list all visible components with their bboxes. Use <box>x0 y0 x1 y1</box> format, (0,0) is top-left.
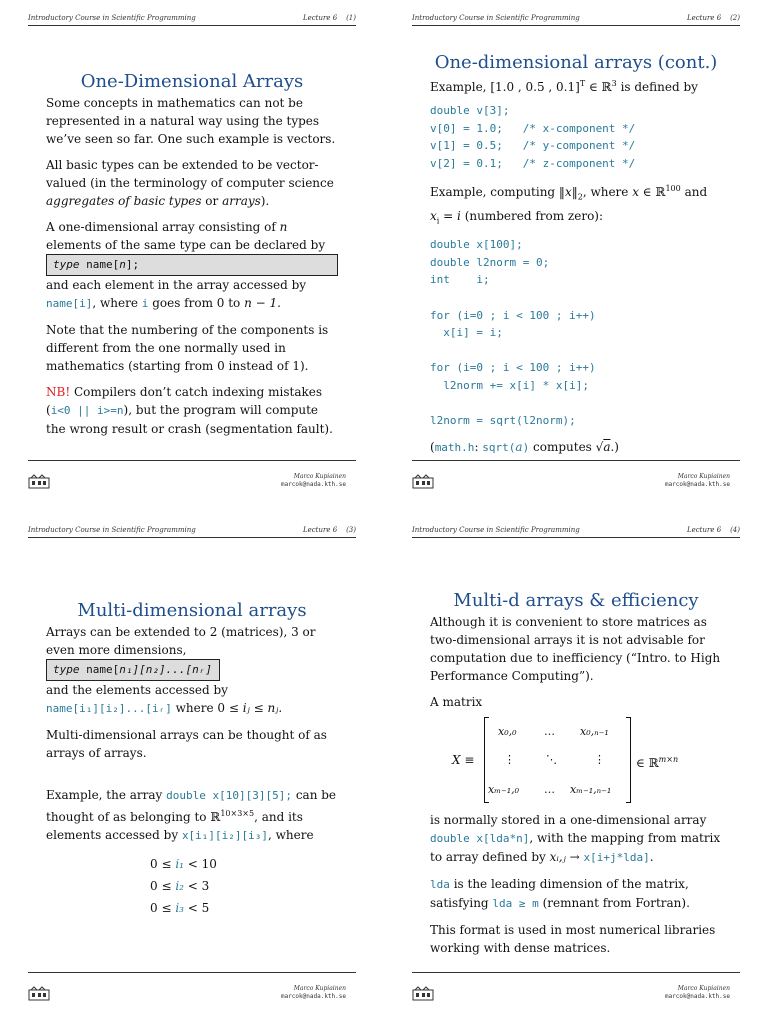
slide-2 <box>384 0 768 512</box>
slide-body <box>46 623 338 919</box>
code-block-l2norm: double x[100]; double l2norm = 0; int i; for (i=0 ; i < 100 ; i++) x[i] = i; for (i=0 ; i < 100 ; i++) l2norm += x[i] * x[i]; l2norm = sqrt(l2norm); <box>430 238 596 428</box>
lecture-label: Lecture 6 (1) <box>302 14 356 22</box>
paragraph: Example, computing $‖x‖_2$, where x ∈ ℝ$^{100}$ and $x_i = i$ (numbered from zero): <box>430 184 708 226</box>
course-title: Introductory Course in Scientific Programming <box>28 526 196 534</box>
paragraph: All basic types can be extended to be vector-valued (in the terminology of computer science aggregates of basic types or arrays). <box>46 158 334 208</box>
paragraph: is normally stored in a one-dimensional array double x[lda*n], with the mapping from matrix to array defined by xᵢ,ⱼ → x[i+j*lda]. <box>430 813 721 864</box>
matrix-cell: x₀,ₙ₋₁ <box>580 725 609 738</box>
slide-4 <box>384 512 768 1024</box>
author-info: Marco Kupiainen marcok@nada.kth.se <box>280 473 346 488</box>
slide-footer <box>412 474 740 494</box>
header-rule <box>412 537 740 538</box>
paragraph: Multi-dimensional arrays can be thought of as arrays of arrays. <box>46 728 327 760</box>
matrix-cell: … <box>544 725 555 738</box>
paragraph: Note that the numbering of the components is different from the one normally used in mathematics (starting from 0 instead of 1). <box>46 323 329 373</box>
inequality-1: 0 ≤ i₁ < 10 <box>150 857 217 871</box>
slide-body <box>46 94 338 446</box>
slide-title: One-dimensional arrays (cont.) <box>434 52 718 73</box>
header-rule <box>28 537 356 538</box>
kth-logo-icon <box>28 474 50 490</box>
declaration-box: type name[n₁][n₂]...[nᵣ] <box>46 659 220 681</box>
matrix-cell: x₀,₀ <box>498 725 517 738</box>
course-title: Introductory Course in Scientific Programming <box>28 14 196 22</box>
paragraph: Example, the array double x[10][3][5]; can be thought of as belonging to ℝ$^{10\times 3\times 5}$, and its elements accessed by x[i₁][i₂][i₃], where <box>46 788 337 842</box>
paragraph: and each element in the array accessed by name[i], where i goes from 0 to n − 1. <box>46 278 307 310</box>
code-block-vector: double v[3]; v[0] = 1.0; /* x-component */ v[1] = 0.5; /* y-component */ v[2] = 0.1; /* z-component */ <box>430 104 636 170</box>
slide-3 <box>0 512 384 1024</box>
paragraph: (math.h: sqrt(a) computes √a.) <box>430 439 619 454</box>
course-title: Introductory Course in Scientific Programming <box>412 14 580 22</box>
course-title: Introductory Course in Scientific Programming <box>412 526 580 534</box>
matrix-cell: … <box>544 783 555 796</box>
paragraph: and the elements accessed by name[i₁][i₂]...[iᵣ] where 0 ≤ iⱼ ≤ nⱼ. <box>46 683 283 715</box>
slide-title: Multi-d arrays & efficiency <box>453 590 699 611</box>
kth-logo-icon <box>412 986 434 1002</box>
slide-body <box>430 75 722 465</box>
declaration-box: type name[n]; <box>46 254 338 276</box>
inequality-3: 0 ≤ i₃ < 5 <box>150 901 210 915</box>
slide-title: Multi-dimensional arrays <box>77 600 307 621</box>
lecture-label: Lecture 6 (2) <box>686 14 740 22</box>
matrix-cell: xₘ₋₁,ₙ₋₁ <box>570 783 612 796</box>
footer-rule <box>412 460 740 461</box>
paragraph: Although it is convenient to store matrices as two-dimensional arrays it is not advisable for computation due to inefficiency (“Intro. to High Performance Computing”). <box>430 615 721 683</box>
paragraph: Example, [1.0 , 0.5 , 0.1]$^T$ ∈ ℝ$^3$ is defined by <box>430 79 698 94</box>
matrix-equation <box>430 717 722 803</box>
slide-1 <box>0 0 384 512</box>
matrix-cell: xₘ₋₁,₀ <box>488 783 520 796</box>
slide-footer <box>28 986 356 1006</box>
matrix-cell: ⋮ <box>504 753 515 766</box>
paragraph: Arrays can be extended to 2 (matrices), 3 or even more dimensions, <box>46 625 316 657</box>
kth-logo-icon <box>28 986 50 1002</box>
footer-rule <box>28 972 356 973</box>
right-bracket <box>626 717 631 803</box>
slide-footer <box>412 986 740 1006</box>
paragraph: A matrix <box>430 695 483 709</box>
footer-rule <box>412 972 740 973</box>
lecture-label: Lecture 6 (3) <box>302 526 356 534</box>
author-info: Marco Kupiainen marcok@nada.kth.se <box>664 473 730 488</box>
inequality-2: 0 ≤ i₂ < 3 <box>150 879 210 893</box>
paragraph: NB! Compilers don’t catch indexing mistakes (i<0 || i>=n), but the program will compute the wrong result or crash (segmentation fault). <box>46 385 333 436</box>
matrix-rhs: ∈ ℝ$^{m\times n}$ <box>636 755 679 770</box>
kth-logo-icon <box>412 474 434 490</box>
paragraph: Some concepts in mathematics can not be represented in a natural way using the types we’ve seen so far. One such example is vectors. <box>46 96 336 146</box>
paragraph: lda is the leading dimension of the matrix, satisfying lda ≥ m (remnant from Fortran). <box>430 877 690 910</box>
paragraph: This format is used in most numerical libraries working with dense matrices. <box>430 923 716 955</box>
header-rule <box>28 25 356 26</box>
matrix-lhs: X ≡ <box>452 753 475 767</box>
matrix-cell: ⋮ <box>594 753 605 766</box>
author-info: Marco Kupiainen marcok@nada.kth.se <box>664 985 730 1000</box>
header-rule <box>412 25 740 26</box>
slide-title: One-Dimensional Arrays <box>80 71 304 92</box>
slide-body <box>430 613 722 965</box>
lecture-label: Lecture 6 (4) <box>686 526 740 534</box>
paragraph: A one-dimensional array consisting of n elements of the same type can be declared by <box>46 220 326 252</box>
slide-footer <box>28 474 356 494</box>
matrix-cell: ⋱ <box>546 753 557 766</box>
footer-rule <box>28 460 356 461</box>
author-info: Marco Kupiainen marcok@nada.kth.se <box>280 985 346 1000</box>
nb-label: NB! <box>46 385 71 399</box>
